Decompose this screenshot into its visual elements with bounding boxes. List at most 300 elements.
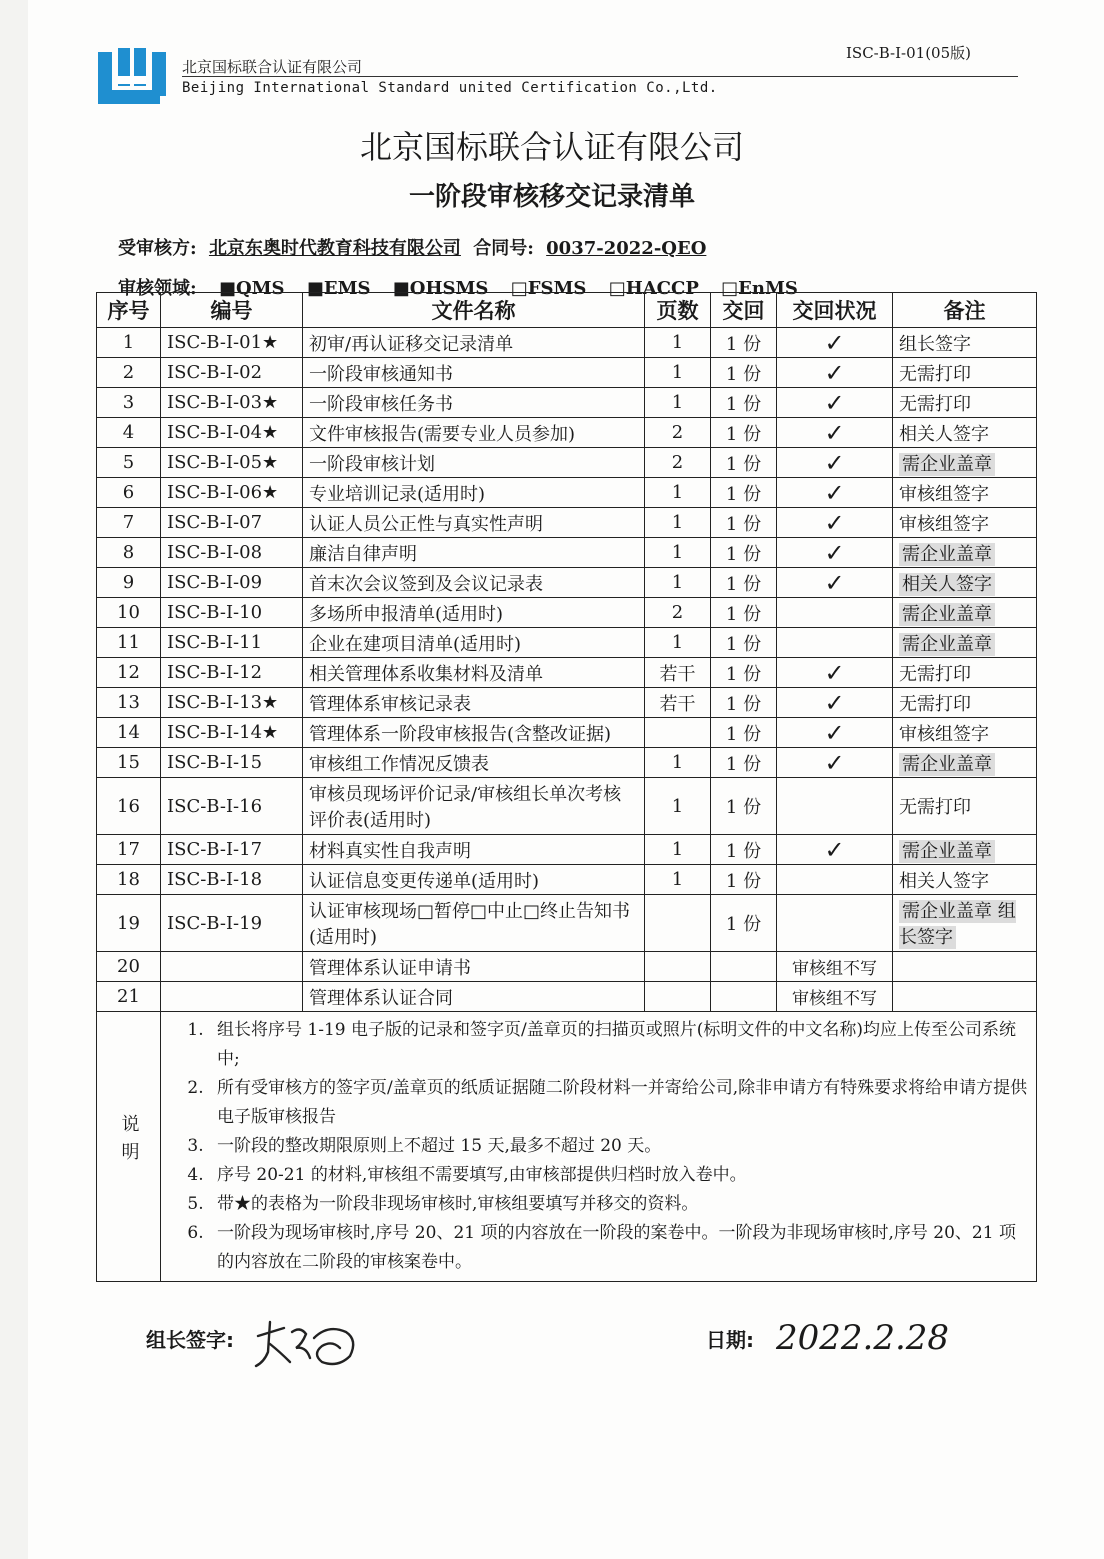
- row-status-text: ✓: [824, 508, 845, 537]
- row-pages: [645, 688, 711, 718]
- row-pages-text: 1: [671, 795, 684, 817]
- company-name-en: Beijing International Standard united Certification Co.,Ltd.: [182, 80, 718, 96]
- row-status-text: ✓: [824, 658, 845, 687]
- row-document-name: [303, 982, 645, 1012]
- row-code: [161, 982, 303, 1012]
- note-item: 3. 一阶段的整改期限原则上不超过 15 天,最多不超过 20 天。: [209, 1132, 1028, 1161]
- row-status: [777, 358, 893, 388]
- row-number-text: 15: [117, 752, 140, 773]
- notes-label: [97, 1012, 161, 1282]
- row-remark-text: 需企业盖章: [899, 840, 995, 863]
- row-returned: [711, 688, 777, 718]
- row-number: [97, 895, 161, 952]
- row-code-text: ISC-B-I-01★: [167, 332, 279, 353]
- row-returned: [711, 895, 777, 952]
- row-document-name-text: 廉洁自律声明: [309, 543, 417, 565]
- row-status: [777, 538, 893, 568]
- row-returned: [711, 388, 777, 418]
- row-returned-text: 1 份: [725, 393, 762, 415]
- row-returned-text: 1 份: [725, 870, 762, 892]
- row-code: [161, 628, 303, 658]
- row-document-name: [303, 895, 645, 952]
- row-remark: [893, 865, 1037, 895]
- row-returned-text: 1 份: [725, 603, 762, 625]
- row-returned-text: 1 份: [725, 423, 762, 445]
- row-document-name: [303, 358, 645, 388]
- row-code-text: ISC-B-I-06★: [167, 482, 279, 503]
- table-row: [97, 388, 1037, 418]
- row-document-name: [303, 688, 645, 718]
- note-item: 5. 带★的表格为一阶段非现场审核时,审核组要填写并移交的资料。: [209, 1190, 1028, 1219]
- row-remark-text: 需企业盖章: [899, 543, 995, 566]
- row-document-name-text: 认证人员公正性与真实性声明: [309, 513, 543, 535]
- row-returned-text: 1 份: [725, 723, 762, 745]
- scope-item: □EnMS: [721, 278, 798, 299]
- row-status: [777, 598, 893, 628]
- row-status-text: ✓: [824, 538, 845, 567]
- table-row: [97, 598, 1037, 628]
- handover-table: [96, 292, 1037, 1282]
- row-remark: [893, 628, 1037, 658]
- page-subtitle: 一阶段审核移交记录清单: [408, 182, 695, 212]
- row-returned: [711, 748, 777, 778]
- row-remark-text: 审核组签字: [899, 723, 989, 745]
- row-document-name: [303, 478, 645, 508]
- row-document-name-text: 首末次会议签到及会议记录表: [309, 573, 543, 595]
- row-remark-text: 无需打印: [899, 393, 971, 415]
- row-document-name-text: 相关管理体系收集材料及清单: [309, 663, 543, 685]
- row-status-text: ✓: [824, 358, 845, 387]
- row-number-text: 14: [117, 722, 140, 743]
- row-number-text: 4: [122, 422, 135, 443]
- table-header-row: [97, 293, 1037, 328]
- scope-item: □FSMS: [510, 278, 587, 299]
- row-status-text: ✓: [824, 568, 845, 597]
- row-remark-text: 需企业盖章: [899, 603, 995, 626]
- leader-signature: [250, 1318, 370, 1378]
- row-returned-text: 1 份: [725, 840, 762, 862]
- row-code-text: ISC-B-I-13★: [167, 692, 279, 713]
- row-pages: [645, 628, 711, 658]
- row-remark: [893, 952, 1037, 982]
- row-code: [161, 598, 303, 628]
- row-returned: [711, 448, 777, 478]
- table-row: [97, 328, 1037, 358]
- row-pages: [645, 538, 711, 568]
- row-document-name-text: 材料真实性自我声明: [309, 840, 471, 862]
- row-returned: [711, 835, 777, 865]
- row-status-text: ✓: [824, 448, 845, 477]
- row-document-name-text: 文件审核报告(需要专业人员参加): [309, 423, 576, 445]
- row-remark-text: 需企业盖章: [899, 453, 995, 476]
- notes-content: [161, 1012, 1037, 1282]
- row-remark: [893, 658, 1037, 688]
- row-document-name: [303, 718, 645, 748]
- row-status: [777, 628, 893, 658]
- row-document-name: [303, 418, 645, 448]
- row-document-name-text: 一阶段审核计划: [309, 453, 435, 475]
- row-pages: [645, 748, 711, 778]
- company-name-cn: 北京国标联合认证有限公司: [182, 58, 363, 76]
- row-status: [777, 418, 893, 448]
- row-code: [161, 952, 303, 982]
- row-number: [97, 478, 161, 508]
- row-document-name-text: 审核员现场评价记录/审核组长单次考核评价表(适用时): [309, 784, 622, 831]
- row-pages-text: 1: [671, 839, 684, 860]
- row-number: [97, 388, 161, 418]
- row-code-text: ISC-B-I-16: [167, 795, 263, 817]
- col-header: 序号: [97, 293, 161, 328]
- row-status: [777, 718, 893, 748]
- row-status-text: ✓: [824, 748, 845, 777]
- row-remark-text: 相关人签字: [899, 573, 995, 596]
- table-row: [97, 865, 1037, 895]
- row-document-name-text: 专业培训记录(适用时): [309, 483, 486, 505]
- row-remark: [893, 508, 1037, 538]
- row-remark-text: 审核组签字: [899, 483, 989, 505]
- col-header: 编号: [161, 293, 303, 328]
- row-code-text: ISC-B-I-15: [167, 752, 263, 773]
- row-code: [161, 895, 303, 952]
- row-remark: [893, 778, 1037, 835]
- row-number: [97, 778, 161, 835]
- row-returned: [711, 718, 777, 748]
- row-pages: [645, 982, 711, 1012]
- row-remark: [893, 478, 1037, 508]
- table-row: [97, 478, 1037, 508]
- row-pages: [645, 358, 711, 388]
- row-document-name-text: 认证审核现场□暂停□中止□终止告知书(适用时): [309, 901, 631, 948]
- row-number-text: 2: [122, 362, 135, 383]
- row-code: [161, 568, 303, 598]
- row-document-name: [303, 628, 645, 658]
- row-document-name-text: 一阶段审核任务书: [309, 393, 453, 415]
- table-row: [97, 508, 1037, 538]
- table-row: [97, 658, 1037, 688]
- row-remark-text: 无需打印: [899, 663, 971, 685]
- row-document-name: [303, 778, 645, 835]
- row-remark: [893, 835, 1037, 865]
- row-returned: [711, 568, 777, 598]
- table-row: [97, 982, 1037, 1012]
- row-number: [97, 508, 161, 538]
- row-number-text: 1: [122, 332, 135, 353]
- row-pages-text: 1: [671, 632, 684, 653]
- row-document-name-text: 管理体系一阶段审核报告(含整改证据): [309, 723, 612, 745]
- row-returned: [711, 658, 777, 688]
- row-remark: [893, 568, 1037, 598]
- row-remark: [893, 598, 1037, 628]
- row-code-text: ISC-B-I-11: [167, 632, 263, 653]
- row-status: [777, 328, 893, 358]
- row-status-text: ✓: [824, 388, 845, 417]
- row-number-text: 21: [117, 986, 140, 1007]
- row-remark-text: 需企业盖章 组长签字: [899, 901, 1016, 948]
- row-remark: [893, 388, 1037, 418]
- row-number: [97, 598, 161, 628]
- notes-label-text: 说明: [118, 1113, 140, 1170]
- row-pages-text: 2: [671, 602, 684, 623]
- row-code: [161, 538, 303, 568]
- row-status: [777, 895, 893, 952]
- row-returned: [711, 358, 777, 388]
- row-pages: [645, 865, 711, 895]
- table-row: [97, 835, 1037, 865]
- row-returned: [711, 598, 777, 628]
- row-returned-text: 1 份: [725, 753, 762, 775]
- row-document-name: [303, 865, 645, 895]
- row-remark: [893, 688, 1037, 718]
- row-pages: [645, 835, 711, 865]
- row-number: [97, 748, 161, 778]
- row-code: [161, 748, 303, 778]
- row-status: [777, 748, 893, 778]
- table-row: [97, 895, 1037, 952]
- row-number: [97, 328, 161, 358]
- row-remark-text: 无需打印: [899, 797, 971, 818]
- row-remark-text: 需企业盖章: [899, 753, 995, 776]
- row-document-name: [303, 835, 645, 865]
- row-status-text: ✓: [824, 718, 845, 747]
- row-number-text: 6: [122, 482, 135, 503]
- row-pages: [645, 388, 711, 418]
- row-number: [97, 688, 161, 718]
- row-pages-text: 1: [671, 572, 684, 593]
- row-document-name-text: 管理体系审核记录表: [309, 693, 471, 715]
- col-header: 页数: [645, 293, 711, 328]
- header-divider: [182, 76, 1018, 77]
- row-pages: [645, 568, 711, 598]
- table-row: [97, 718, 1037, 748]
- row-document-name-text: 一阶段审核通知书: [309, 363, 453, 385]
- row-code-text: ISC-B-I-07: [167, 512, 263, 533]
- row-code-text: ISC-B-I-05★: [167, 452, 279, 473]
- row-pages-text: 1: [671, 362, 684, 383]
- table-row: [97, 778, 1037, 835]
- row-code-text: ISC-B-I-10: [167, 602, 263, 623]
- row-number: [97, 658, 161, 688]
- table-row: [97, 538, 1037, 568]
- row-code: [161, 778, 303, 835]
- row-returned-text: 1 份: [725, 663, 762, 685]
- row-pages-text: 若干: [659, 663, 696, 685]
- row-code: [161, 418, 303, 448]
- row-pages: [645, 328, 711, 358]
- row-document-name: [303, 658, 645, 688]
- row-code: [161, 688, 303, 718]
- row-number-text: 12: [117, 662, 140, 683]
- note-item: 2. 所有受审核方的签字页/盖章页的纸质证据随二阶段材料一并寄给公司,除非申请方有特殊要求将给申请方提供电子版审核报告: [209, 1074, 1028, 1132]
- row-code: [161, 328, 303, 358]
- col-header: 备注: [893, 293, 1037, 328]
- row-returned-text: 1 份: [725, 633, 762, 655]
- row-returned-text: 1 份: [725, 914, 762, 935]
- row-number: [97, 568, 161, 598]
- table-row: [97, 448, 1037, 478]
- row-status-text: ✓: [824, 835, 845, 864]
- row-code: [161, 508, 303, 538]
- scope-item: ■OHSMS: [392, 278, 489, 299]
- row-returned: [711, 628, 777, 658]
- row-document-name: [303, 538, 645, 568]
- row-code-text: ISC-B-I-08: [167, 542, 263, 563]
- row-document-name: [303, 388, 645, 418]
- row-code: [161, 658, 303, 688]
- row-code-text: ISC-B-I-17: [167, 839, 263, 860]
- row-remark-text: 审核组签字: [899, 513, 989, 535]
- row-pages: [645, 895, 711, 952]
- row-remark-text: 组长签字: [899, 333, 971, 355]
- row-remark-text: 无需打印: [899, 693, 971, 715]
- row-pages-text: 2: [671, 422, 684, 443]
- row-returned: [711, 538, 777, 568]
- page-title: 北京国标联合认证有限公司: [359, 128, 744, 166]
- company-logo: [96, 46, 168, 110]
- row-number-text: 10: [117, 602, 140, 623]
- row-code-text: ISC-B-I-19: [167, 912, 263, 934]
- row-pages-text: 1: [671, 752, 684, 773]
- row-returned-text: 1 份: [725, 693, 762, 715]
- row-remark: [893, 748, 1037, 778]
- row-number: [97, 628, 161, 658]
- row-number-text: 11: [117, 632, 140, 653]
- row-status: [777, 658, 893, 688]
- row-remark: [893, 895, 1037, 952]
- row-status-text: ✓: [824, 688, 845, 717]
- row-code-text: ISC-B-I-18: [167, 869, 263, 890]
- row-document-name-text: 管理体系认证申请书: [309, 957, 471, 979]
- row-returned-text: 1 份: [725, 483, 762, 505]
- row-code: [161, 718, 303, 748]
- contract-value: 0037-2022-QEO: [546, 238, 707, 259]
- row-status: [777, 568, 893, 598]
- row-remark: [893, 418, 1037, 448]
- row-status: [777, 388, 893, 418]
- scope-item: □HACCP: [608, 278, 699, 299]
- row-document-name-text: 多场所申报清单(适用时): [309, 603, 504, 625]
- row-returned: [711, 865, 777, 895]
- table-row: [97, 568, 1037, 598]
- row-returned-text: 1 份: [725, 543, 762, 565]
- row-returned-text: 1 份: [725, 453, 762, 475]
- row-status: [777, 448, 893, 478]
- row-number: [97, 448, 161, 478]
- row-pages: [645, 718, 711, 748]
- row-returned: [711, 982, 777, 1012]
- row-pages: [645, 952, 711, 982]
- row-code: [161, 358, 303, 388]
- row-document-name: [303, 598, 645, 628]
- row-code: [161, 865, 303, 895]
- row-document-name-text: 管理体系认证合同: [309, 987, 453, 1009]
- row-pages-text: 1: [671, 512, 684, 533]
- row-pages-text: 2: [671, 452, 684, 473]
- form-code: ISC-B-I-01(05版): [846, 44, 971, 62]
- row-status-text: ✓: [824, 328, 845, 357]
- row-number: [97, 952, 161, 982]
- row-remark-text: 相关人签字: [899, 870, 989, 892]
- row-remark: [893, 982, 1037, 1012]
- row-remark: [893, 328, 1037, 358]
- row-code-text: ISC-B-I-03★: [167, 392, 279, 413]
- row-number-text: 17: [117, 839, 140, 860]
- table-row: [97, 952, 1037, 982]
- row-number: [97, 418, 161, 448]
- row-number-text: 19: [117, 912, 140, 934]
- row-pages: [645, 778, 711, 835]
- row-returned: [711, 508, 777, 538]
- row-document-name: [303, 328, 645, 358]
- contract-label: 合同号:: [473, 238, 534, 259]
- row-pages-text: 1: [671, 332, 684, 353]
- row-number-text: 16: [117, 795, 140, 817]
- row-pages-text: 1: [671, 392, 684, 413]
- row-code-text: ISC-B-I-04★: [167, 422, 279, 443]
- row-status: [777, 952, 893, 982]
- table-row: [97, 418, 1037, 448]
- row-number: [97, 865, 161, 895]
- col-header: 交回状况: [777, 293, 893, 328]
- row-returned: [711, 778, 777, 835]
- row-returned-text: 1 份: [725, 513, 762, 535]
- row-document-name: [303, 952, 645, 982]
- row-pages-text: 1: [671, 542, 684, 563]
- row-document-name-text: 初审/再认证移交记录清单: [309, 333, 514, 355]
- row-number-text: 3: [122, 392, 135, 413]
- leader-signature-label: 组长签字:: [146, 1328, 234, 1352]
- row-code-text: ISC-B-I-09: [167, 572, 263, 593]
- row-code-text: ISC-B-I-14★: [167, 722, 279, 743]
- row-number-text: 7: [122, 512, 135, 533]
- row-remark: [893, 538, 1037, 568]
- row-remark: [893, 448, 1037, 478]
- auditee-label: 受审核方:: [118, 238, 197, 259]
- row-status: [777, 778, 893, 835]
- row-pages: [645, 658, 711, 688]
- row-pages-text: 1: [671, 482, 684, 503]
- row-status-text: 审核组不写: [792, 989, 877, 1009]
- row-number-text: 13: [117, 692, 140, 713]
- date-value: 2022.2.28: [776, 1318, 950, 1358]
- row-status-text: ✓: [824, 418, 845, 447]
- row-code-text: ISC-B-I-12: [167, 662, 263, 683]
- row-remark-text: 需企业盖章: [899, 633, 995, 656]
- col-header: 文件名称: [303, 293, 645, 328]
- row-returned-text: 1 份: [725, 333, 762, 355]
- scope-item: ■EMS: [306, 278, 371, 299]
- scope-item: ■QMS: [218, 278, 285, 299]
- row-document-name-text: 审核组工作情况反馈表: [309, 753, 489, 775]
- note-item: 1. 组长将序号 1-19 电子版的记录和签字页/盖章页的扫描页或照片(标明文件的中文名称)均应上传至公司系统中;: [209, 1016, 1028, 1074]
- table-body: [97, 328, 1037, 1012]
- row-pages: [645, 418, 711, 448]
- notes-row: [97, 1012, 1037, 1282]
- row-status: [777, 835, 893, 865]
- row-remark-text: 相关人签字: [899, 423, 989, 445]
- row-status-text: 审核组不写: [792, 959, 877, 979]
- auditee-line: [118, 234, 712, 260]
- table-row: [97, 688, 1037, 718]
- row-returned: [711, 952, 777, 982]
- row-number: [97, 982, 161, 1012]
- row-returned: [711, 478, 777, 508]
- row-code-text: ISC-B-I-02: [167, 362, 263, 383]
- row-remark: [893, 718, 1037, 748]
- col-header: 交回: [711, 293, 777, 328]
- row-number-text: 18: [117, 869, 140, 890]
- row-number-text: 5: [122, 452, 135, 473]
- auditee-value: 北京东奥时代教育科技有限公司: [208, 238, 461, 259]
